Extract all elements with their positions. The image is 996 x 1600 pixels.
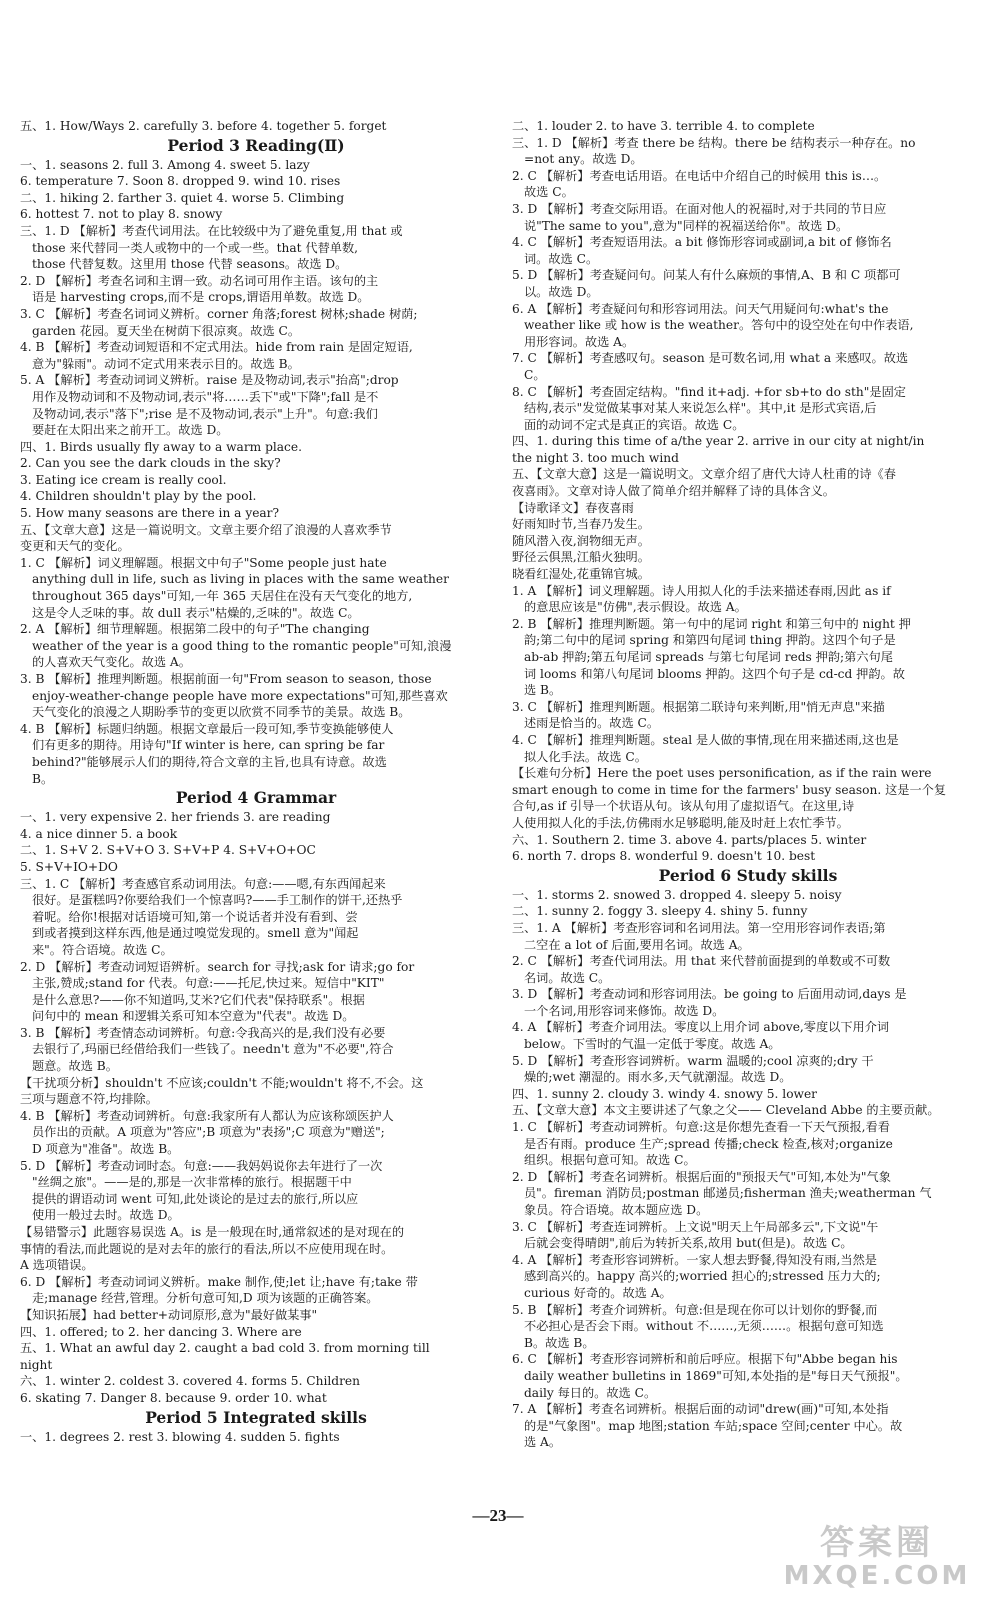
text-line: 说"The same to you",意为"同样的祝福送给你"。故选 D。 [524,218,849,233]
text-line: 六、1. Southern 2. time 3. above 4. parts/places 5. winter [512,832,867,847]
section-heading: Period 5 Integrated skills [145,1407,367,1427]
text-line: weather of the year is a good thing to the romantic people"可知,浪漫 [32,638,452,653]
text-line: 3. Eating ice cream is really cool. [20,472,227,487]
text-line: 2. D 【解析】考查名词和主谓一致。动名词可用作主语。该句的主 [20,273,379,288]
watermark-top-text: 答案圈 [820,1523,934,1563]
text-line: the night 3. too much wind [512,450,679,465]
text-line: 8. C 【解析】考查固定结构。"find it+adj. +for sb+to do sth"是固定 [512,384,906,399]
text-line: 2. D 【解析】考查动词短语辨析。search for 寻找;ask for 请求;go for [20,959,415,974]
text-line: 4. A 【解析】考查形容词辨析。一家人想去野餐,得知没有雨,当然是 [512,1252,877,1267]
text-line: 述雨是恰当的。故选 C。 [524,716,660,731]
text-line: 4. A 【解析】考查介词用法。零度以上用介词 above,零度以下用介词 [512,1020,890,1035]
text-line: 【诗歌译文】春夜喜雨 [512,500,634,515]
text-line: 这是令人乏味的事。故 dull 表示"枯燥的,乏味的"。故选 C。 [32,605,360,620]
text-line: 题意。故选 B。 [32,1059,118,1074]
text-line: 四、1. offered; to 2. her dancing 3. Where are [20,1324,302,1339]
text-line: 着呢。给你!根据对话语境可知,第一个说话者并没有看到、尝 [32,909,358,924]
text-line: 四、1. during this time of a/the year 2. arrive in our city at night/in [512,434,925,449]
text-line: 6. north 7. drops 8. wonderful 9. doesn't 10. best [512,849,816,864]
text-line: 感到高兴的。happy 高兴的;worried 担心的;stressed 压力大的; [524,1269,881,1284]
text-line: 二、1. louder 2. to have 3. terrible 4. to complete [512,119,815,133]
text-line: 5. How many seasons are there in a year? [20,506,280,521]
text-line: 2. B 【解析】推理判断题。第一句中的尾词 right 和第三句中的 night 押 [512,616,911,631]
text-line: 词 looms 和第八句尾词 blooms 押韵。这四个句子是 cd-cd 押韵。故 [524,666,905,681]
text-line: 6. skating 7. Danger 8. because 9. order 10. what [20,1390,327,1405]
page-number: —23— [472,1506,524,1525]
text-line: 晓看红湿处,花重锦官城。 [512,567,650,582]
text-line: 组织。根据句意可知。故选 C。 [524,1153,696,1168]
right-column [512,118,984,1451]
text-line: 六、1. winter 2. coldest 3. covered 4. forms 5. Children [20,1374,360,1389]
text-line: 面的动词不定式是真正的宾语。故选 C。 [524,417,745,432]
text-line: 6. hottest 7. not to play 8. snowy [20,207,223,222]
text-line: daily 每日的。故选 C。 [524,1385,657,1400]
text-line: 2. A 【解析】细节理解题。根据第二段中的句子"The changing [20,622,370,637]
text-line: 3. B 【解析】考查情态动词辨析。句意:令我高兴的是,我们没有必要 [20,1025,386,1040]
text-line: 1. A 【解析】词义理解题。诗人用拟人化的手法来描述春雨,因此 as if [512,583,891,598]
text-line: D 项意为"准备"。故选 B。 [32,1142,180,1157]
text-line: 韵;第二句中的尾词 spring 和第四句尾词 thing 押韵。这四个句子是 [524,633,896,648]
text-line: 提供的谓语动词 went 可知,此处谈论的是过去的旅行,所以应 [32,1191,359,1206]
text-line: 3. B 【解析】推理判断题。根据前面一句"From season to season, those [20,672,432,686]
text-line: 五、【文章大意】这是一篇说明文。文章主要介绍了浪漫的人喜欢季节 [20,522,392,537]
text-line: 人使用拟人化的手法,仿佛雨水足够聪明,能及时赶上农忙季节。 [512,815,849,830]
text-line: enjoy-weather-change people have more expectations"可知,那些喜欢 [32,688,448,703]
text-line: 选 B。 [524,683,562,698]
text-line: 3. C 【解析】考查连词辨析。上文说"明天上午局部多云",下文说"午 [512,1219,879,1234]
text-line: 选 A。 [524,1435,562,1450]
left-column [20,118,492,1445]
text-line: 语是 harvesting crops,而不是 crops,谓语用单数。故选 D。 [32,290,370,305]
text-line: 2. Can you see the dark clouds in the sky? [20,456,281,471]
text-line: 4. Children shouldn't play by the pool. [20,489,257,504]
text-line: 二空在 a lot of 后面,要用名词。故选 A。 [524,937,750,952]
text-line: daily weather bulletins in 1869"可知,本处指的是"每日天气预报"。 [524,1368,908,1383]
text-line: 事情的看法,而此题说的是对去年的旅行的看法,所以不应使用现在时。 [20,1241,394,1256]
text-line: 用作及物动词和不及物动词,表示"将……丢下"或"下降";fall 是不 [32,389,379,404]
text-line: 问句中的 mean 和逻辑关系可知本空意为"代表"。故选 D。 [32,1009,355,1024]
text-line: "丝绸之旅"。——是的,那是一次非常棒的旅行。根据题干中 [32,1175,352,1190]
text-line: 拟人化手法。故选 C。 [524,749,647,764]
text-line: 1. C 【解析】考查动词辨析。句意:这是你想先查看一下天气预报,看看 [512,1120,890,1135]
text-line: those 代替复数。这里用 those 代替 seasons。故选 D。 [32,257,348,272]
text-line: A 选项错误。 [20,1258,94,1273]
text-line: 用形容词。故选 A。 [524,334,635,349]
text-line: ab-ab 押韵;第五句尾词 spreads 与第七句尾词 reds 押韵;第六句尾 [524,650,893,664]
text-line: 一、1. storms 2. snowed 3. dropped 4. sleepy 5. noisy [512,887,842,902]
text-line: 去银行了,玛丽已经借给我们一些钱了。needn't 意为"不必要",符合 [32,1042,394,1057]
text-line: 4. B 【解析】考查动词辨析。句意:我家所有人都认为应该称颂医护人 [20,1108,394,1123]
text-line: throughout 365 days"可知,一年 365 天居住在没有天气变化的地方, [32,589,413,604]
text-line: 来"。符合语境。故选 C。 [32,942,173,957]
text-line: B。故选 B。 [524,1335,595,1350]
text-line: 很好。是蛋糕吗?你要给我们一个惊喜吗?——手工制作的饼干,还热乎 [32,893,403,908]
text-line: 的是"气象图"。map 地图;station 车站;space 空间;center 中心。故 [524,1418,903,1433]
text-line: 2. C 【解析】考查代词用法。用 that 来代替前面提到的单数或不可数 [512,954,891,969]
text-line: 要赶在太阳出来之前开工。故选 D。 [32,423,229,438]
text-line: 5. D 【解析】考查动词时态。句意:——我妈妈说你去年进行了一次 [20,1158,383,1173]
text-line: garden 花园。夏天坐在树荫下很凉爽。故选 C。 [32,323,301,338]
text-line: 5. A 【解析】考查动词词义辨析。raise 是及物动词,表示"抬高";drop [20,373,399,388]
text-line: 天气变化的浪漫之人期盼季节的变更以欣赏不同季节的美景。故选 B。 [32,705,411,720]
text-line: 3. C 【解析】推理判断题。根据第二联诗句来判断,用"悄无声息"来描 [512,699,885,714]
text-line: 走;manage 经营,管理。分析句意可知,D 项为该题的正确答案。 [32,1291,379,1306]
section-heading: Period 6 Study skills [658,865,838,885]
text-line: 7. C 【解析】考查感叹句。season 是可数名词,用 what a 来感叹。故选 [512,351,909,366]
text-line: 五、1. What an awful day 2. caught a bad cold 3. from morning till [20,1341,430,1356]
text-line: those 来代替同一类人或物中的一个或一些。that 代替单数, [32,240,359,255]
text-line: 到或者摸到这样东西,他是通过嗅觉发现的。smell 意为"闻起 [32,926,359,941]
text-line: 3. D 【解析】考查动词和形容词用法。be going to 后面用动词,days 是 [512,987,907,1002]
text-line: 三、1. D 【解析】考查代词用法。在比较级中为了避免重复,用 that 或 [20,223,403,238]
text-line: 以。故选 D。 [524,284,599,299]
text-line: 【长难句分析】Here the poet uses personification, as if the rain were [512,766,932,781]
text-line: 野径云俱黑,江船火独明。 [512,550,650,565]
text-line: C。 [524,367,546,382]
text-line: 一个名词,用形容词来修饰。故选 D。 [524,1003,725,1018]
text-line: 1. C 【解析】词义理解题。根据文中句子"Some people just hate [20,555,387,570]
text-line: below。下雪时的气温一定低于零度。故选 A。 [524,1037,781,1052]
text-line: weather like 或 how is the weather。答句中的设空处在句中作表语, [524,318,914,333]
text-line: 员"。fireman 消防员;postman 邮递员;fisherman 渔夫;weatherman 气 [524,1186,932,1201]
text-line: anything dull in life, such as living in places with the same weather [32,572,449,587]
text-line: 三、1. D 【解析】考查 there be 结构。there be 结构表示一种存在。no [512,135,916,150]
text-line: 结构,表示"发觉做某事对某人来说怎么样"。其中,it 是形式宾语,后 [524,401,877,416]
text-line: 2. C 【解析】考查电话用语。在电话中介绍自己的时候用 this is…。 [512,168,887,183]
text-line: 6. temperature 7. Soon 8. dropped 9. wind 10. rises [20,174,341,189]
text-line: 三、1. A 【解析】考查形容词和名词用法。第一空用形容词作表语;第 [512,920,886,935]
text-line: 的人喜欢天气变化。故选 A。 [32,655,191,670]
text-line: 象员。符合语境。故本题应选 D。 [524,1203,709,1217]
text-line: 4. B 【解析】考查动词短语和不定式用法。hide from rain 是固定短语, [20,340,413,355]
text-line: 7. A 【解析】考查名词辨析。根据后面的动词"drew(画)"可知,本处指 [512,1402,889,1417]
text-line: 二、1. hiking 2. farther 3. quiet 4. worse 5. Climbing [20,190,345,205]
text-line: curious 好奇的。故选 A。 [524,1285,672,1300]
text-line: 变更和天气的变化。 [20,539,130,554]
text-line: 是什么意思?——你不知道吗,艾米?它们代表"保持联系"。根据 [32,992,365,1007]
text-line: 三、1. C 【解析】考查感官系动词用法。句意:——嗯,有东西闻起来 [20,876,386,891]
text-line: =not any。故选 D。 [524,152,643,167]
text-line: smart enough to come in time for the farmers' busy season. 这是一个复 [512,782,947,797]
text-line: 意为"躲雨"。动词不定式用来表示目的。故选 B。 [32,356,300,371]
text-line: 【知识拓展】had better+动词原形,意为"最好做某事" [20,1307,318,1322]
text-line: 四、1. sunny 2. cloudy 3. windy 4. snowy 5. lower [512,1086,817,1101]
text-line: 故选 C。 [524,185,574,200]
text-line: 及物动词,表示"落下";rise 是不及物动词,表示"上升"。句意:我们 [32,406,378,421]
text-line: 夜喜雨》。文章对诗人做了简单介绍并解释了诗的具体含义。 [512,484,835,499]
text-line: 一、1. seasons 2. full 3. Among 4. sweet 5. lazy [20,157,310,172]
text-line: 5. S+V+IO+DO [20,859,118,874]
text-line: 6. C 【解析】考查形容词辨析和前后呼应。根据下句"Abbe began his [512,1352,898,1367]
text-line: 随风潜入夜,润物细无声。 [512,533,650,548]
text-line: 4. C 【解析】推理判断题。steal 是人做的事情,现在用来描述雨,这也是 [512,732,899,747]
text-line: 五、【文章大意】本文主要讲述了气象之父—— Cleveland Abbe 的主要贡献。 [512,1103,940,1118]
text-line: 五、【文章大意】这是一篇说明文。文章介绍了唐代大诗人杜甫的诗《春 [512,467,896,482]
text-line: 燥的;wet 潮湿的。雨水多,天气就潮湿。故选 D。 [524,1070,792,1085]
text-line: 4. C 【解析】考查短语用法。a bit 修饰形容词或副词,a bit of 修饰名 [512,235,892,250]
text-line: 二、1. S+V 2. S+V+O 3. S+V+P 4. S+V+O+OC [20,843,316,858]
text-line: 后就会变得晴朗",前后为转折关系,故用 but(但是)。故选 C。 [524,1236,853,1251]
text-line: 6. A 【解析】考查疑问句和形容词用法。问天气用疑问句:what's the [512,301,889,316]
text-line: 二、1. sunny 2. foggy 3. sleepy 4. shiny 5. funny [512,904,808,919]
text-line: 不必担心是否会下雨。without 不……,无须……。根据句意可知选 [524,1319,884,1334]
text-line: 员作出的贡献。A 项意为"答应";B 项意为"表扬";C 项意为"赠送"; [32,1125,385,1140]
text-line: 们有更多的期待。用诗句"If winter is here, can spring be far [32,738,385,753]
text-line: 合句,as if 引导一个状语从句。该从句用了虚拟语气。在这里,诗 [512,799,855,814]
section-heading: Period 4 Grammar [175,788,337,808]
text-line: 5. D 【解析】考查形容词辨析。warm 温暖的;cool 凉爽的;dry 干 [512,1053,874,1068]
text-line: B。 [32,771,54,786]
section-heading: Period 3 Reading(Ⅱ) [167,135,345,155]
text-line: 使用一般过去时。故选 D。 [32,1208,180,1223]
text-line: 一、1. degrees 2. rest 3. blowing 4. sudden 5. fights [20,1429,340,1444]
text-line: 5. B 【解析】考查介词辨析。句意:但是现在你可以计划你的野餐,而 [512,1302,878,1317]
watermark-logo [772,1524,982,1592]
text-line: 3. C 【解析】考查名词词义辨析。corner 角落;forest 树林;shade 树荫; [20,306,418,321]
text-line: 三项与题意不符,均排除。 [20,1092,158,1107]
text-line: 6. D 【解析】考查动词词义辨析。make 制作,使;let 让;have 有;take 带 [20,1274,418,1289]
text-line: 的意思应该是"仿佛",表示假设。故选 A。 [524,600,747,615]
text-line: behind?"能够展示人们的期待,符合文章的主旨,也具有诗意。故选 [32,754,387,769]
watermark-bottom-text: MXQE.COM [783,1561,971,1591]
text-line: 五、1. How/Ways 2. carefully 3. before 4. together 5. forget [20,119,387,133]
text-line: 【易错警示】此题容易误选 A。is 是一般现在时,通常叙述的是对现在的 [20,1225,405,1239]
text-line: 四、1. Birds usually fly away to a warm place. [20,439,302,454]
text-line: 主张,赞成;stand for 代表。句意:——托尼,快过来。短信中"KIT" [32,976,385,991]
text-line: 名词。故选 C。 [524,970,611,985]
text-line: 2. D 【解析】考查名词辨析。根据后面的"预报天气"可知,本处为"气象 [512,1169,891,1184]
text-line: night [20,1357,53,1372]
text-line: 5. D 【解析】考查疑问句。问某人有什么麻烦的事情,A、B 和 C 项都可 [512,268,901,283]
text-line: 3. D 【解析】考查交际用语。在面对他人的祝福时,对于共同的节日应 [512,201,887,216]
text-line: 词。故选 C。 [524,251,599,266]
text-line: 4. B 【解析】标题归纳题。根据文章最后一段可知,季节变换能够使人 [20,721,394,736]
text-line: 4. a nice dinner 5. a book [20,826,178,841]
text-line: 【干扰项分析】shouldn't 不应该;couldn't 不能;wouldn't 将不,不会。这 [20,1075,424,1090]
text-line: 一、1. very expensive 2. her friends 3. are reading [20,810,331,825]
text-line: 好雨知时节,当春乃发生。 [512,517,650,532]
text-line: 是否有雨。produce 生产;spread 传播;check 检查,核对;organize [524,1136,893,1151]
